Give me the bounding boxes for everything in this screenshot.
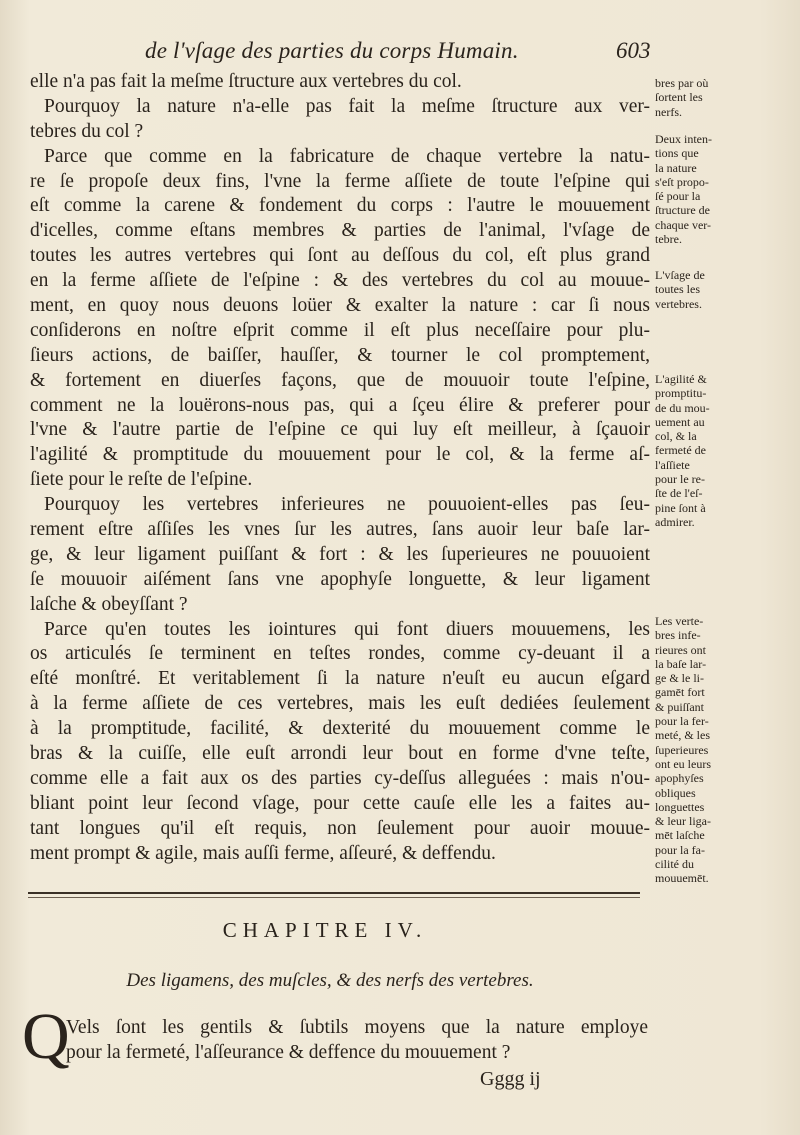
text-line: laſche & obeyſſant ? [30, 593, 188, 615]
chapter-rule [28, 892, 640, 894]
drop-cap: Q [22, 1000, 70, 1073]
page-number: 603 [616, 38, 651, 63]
margin-note: L'vſage de toutes les vertebres. [655, 268, 705, 311]
text-line: l'vne & l'autre partie de l'eſpine ce qui luy eſt meilleur, à ſçauoir [30, 419, 650, 441]
text-line: ſieurs actions, de baiſſer, hauſſer, & tourner le col promptement, [30, 344, 650, 366]
text-line: tant longues qu'il eſt requis, non ſeulement pour auoir mouue- [30, 817, 650, 839]
text-line: Parce que comme en la fabricature de chaque vertebre la natu- [44, 145, 650, 167]
chapter-subtitle: Des ligamens, des muſcles, & des nerfs des vertebres. [126, 970, 534, 991]
text-line: Pourquoy les vertebres inferieures ne pouuoient-elles pas ſeu- [44, 494, 650, 516]
text-line: l'agilité & promptitude du mouuement pour le col, & la ferme aſ- [30, 444, 650, 466]
margin-note: Deux inten- tions que la nature s'eſt propo- ſé pour la ſtructure de chaque ver- tebre. [655, 132, 712, 247]
text-line: d'icelles, comme eſtans membres & parties de l'animal, l'vſage de [30, 220, 650, 242]
text-line: comme elle a fait aux os des parties cy-deſſus alleguées : mais n'ou- [30, 767, 650, 789]
text-line: comment ne la louërons-nous pas, qui a ſçeu élire & preferer pour [30, 394, 650, 416]
text-line: Parce qu'en toutes les iointures qui font diuers mouuemens, les [44, 618, 650, 640]
margin-note: bres par où ſortent les nerfs. [655, 76, 709, 119]
text-line: ment, en quoy nous deuons loüer & exalter la nature : car ſi nous [30, 295, 650, 317]
text-line: elle n'a pas fait la meſme ſtructure aux vertebres du col. [30, 71, 462, 92]
text-line: bliant point leur ſecond vſage, pour cette cauſe elle les a faites au- [30, 792, 650, 814]
page-header [0, 36, 800, 70]
text-line: tebres du col ? [30, 120, 144, 142]
text-line: bras & la cuiſſe, elle euſt arrondi leur bout en forme d'vne teſte, [30, 743, 650, 765]
main-text-column [30, 70, 650, 867]
text-line: ſiete pour le reſte de l'eſpine. [30, 469, 253, 491]
text-line: ge, & leur ligament puiſſant & fort : & les ſuperieures ne pouuoient [30, 543, 650, 565]
text-line: & fortement en diuerſes façons, que de mouuoir toute l'eſpine, [30, 369, 650, 391]
text-line: conſiderons en noſtre eſprit comme il eſt plus neceſſaire pour plu- [30, 319, 650, 341]
text-line: ment prompt & agile, mais auſſi ferme, aſſeuré, & deffendu. [30, 842, 496, 864]
text-line: Pourquoy la nature n'a-elle pas fait la meſme ſtructure aux ver- [44, 95, 650, 117]
chapter-rule-thin [28, 897, 640, 898]
chapter-opening [66, 1016, 648, 1066]
running-title: de l'vſage des parties du corps Humain. [145, 38, 519, 63]
text-line: toutes les autres vertebres qui ſont au deſſous du col, eſt plus grand [30, 245, 650, 267]
text-line: os articulés ſe terminent en teſtes rondes, comme cy-deuant il a [30, 643, 650, 665]
margin-note: L'agilité & promptitu- de du mou- uement au col, & la fermeté de l'aſſiete pour le re- ſte de l'eſ- pine ſont à admirer. [655, 372, 710, 529]
text-line: Vels ſont les gentils & ſubtils moyens que la nature employe [66, 1017, 648, 1038]
text-line: rement eſtre aſſiſes les vnes ſur les autres, ſans auoir leur baſe lar- [30, 519, 650, 541]
margin-note: Les verte- bres infe- rieures ont la baſe lar- ge & le li- gamēt fort & puiſſant pour la fer- meté, & les ſuperieures ont eu leurs apophyſes obliques longuettes & leur liga- mēt laſche pour la fa- cilité du mouuemēt. [655, 614, 711, 886]
text-line: à la promptitude, facilité, & dexterité du mouuement comme le [30, 718, 650, 740]
signature-mark: Gggg ij [480, 1068, 541, 1090]
text-line: en la ferme aſſiete de l'eſpine : & des vertebres du col au mouue- [30, 270, 650, 292]
text-line: pour la fermeté, l'aſſeurance & deffence du mouuement ? [66, 1041, 511, 1063]
text-line: eſt comme la carene & fondement du corps : l'autre le mouuement [30, 195, 650, 217]
text-line: à la ferme aſſiete de ces vertebres, mais les euſt dediées ſeulement [30, 693, 650, 715]
text-line: eſté monſtré. Et veritablement ſi la nature n'euſt eu aucun eſgard [30, 668, 650, 690]
text-line: ſe mouuoir aiſément ſans vne apophyſe longuette, & leur ligament [30, 568, 650, 590]
text-line: re ſe propoſe deux fins, l'vne la ferme aſſiete de toute l'eſpine qui [30, 170, 650, 192]
chapter-title: CHAPITRE IV. [222, 918, 428, 942]
